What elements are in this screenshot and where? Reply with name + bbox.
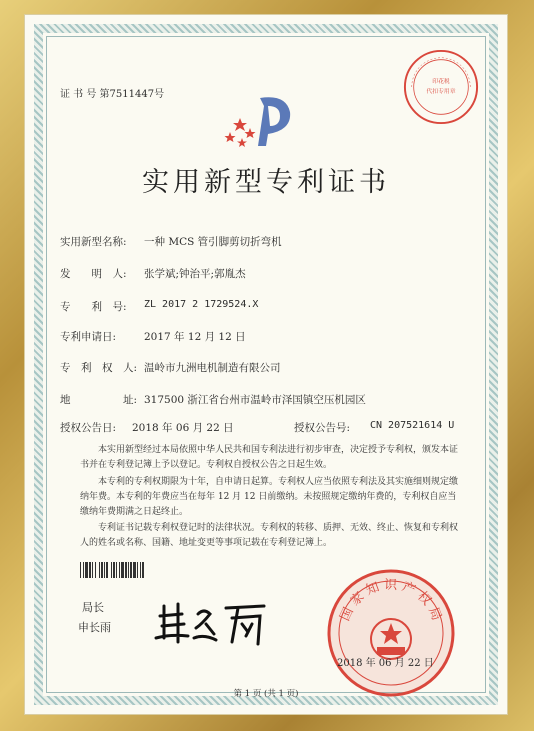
cert-number-label: 证 书 号: [60, 89, 97, 100]
field-patent-no-label: 专 利 号:: [60, 301, 127, 313]
barcode-icon: [80, 562, 228, 578]
director-title: 局长: [82, 601, 104, 614]
page-footer: 第 1 页 (共 1 页): [233, 689, 299, 699]
paragraph-legal-status: 专利证书记载专利权登记时的法律状况。专利权的转移、质押、无效、终止、恢复和专利权人的姓名或名称、国籍、地址变更等事项记载在专利登记簿上。: [80, 523, 459, 548]
grant-date-value: 2018 年 06 月 22 日: [132, 422, 234, 434]
field-address-label: 地 址:: [60, 394, 138, 406]
field-inventor-value: 张学斌;钟治平;郭胤杰: [144, 268, 246, 280]
field-apply-date-value: 2017 年 12 月 12 日: [144, 331, 246, 343]
certificate-sheet: [24, 14, 508, 715]
cert-number-value: 第7511447号: [99, 89, 165, 100]
state-ip-office-seal-icon: [325, 567, 457, 699]
patent-office-logo-icon: [220, 88, 312, 150]
field-name-value: 一种 MCS 管引脚剪切折弯机: [144, 236, 282, 248]
director-name: 申长雨: [78, 621, 111, 634]
top-right-seal-icon: [402, 48, 480, 126]
cert-number: [60, 85, 164, 100]
field-name-label: 实用新型名称:: [60, 236, 127, 248]
field-inventor-label: 发 明 人:: [60, 268, 127, 280]
paragraph-term: 本专利的专利权期限为十年，自申请日起算。专利权人应当依照专利法及其实施细则规定缴纳年费。本专利的年费应当在每年 12 月 12 日前缴纳。未按照规定缴纳年费的，专利权自应当缴纳年费期满之日起终止。: [80, 477, 459, 517]
field-apply-date-label: 专利申请日:: [60, 331, 117, 343]
grant-date-label: 授权公告日:: [60, 422, 117, 434]
field-patent-no-value: ZL 2017 2 1729524.X: [144, 299, 259, 310]
svg-text:印花税: 印花税: [432, 79, 450, 86]
handwritten-signature: [152, 594, 270, 656]
paragraph-grant: 本实用新型经过本局依照中华人民共和国专利法进行初步审查，决定授予专利权，颁发本证书并在专利登记簿上予以登记。专利权自授权公告之日起生效。: [80, 445, 459, 470]
grant-no-label: 授权公告号:: [294, 422, 351, 434]
svg-text:代扣专用章: 代扣专用章: [426, 88, 456, 95]
grant-no-value: CN 207521614 U: [370, 420, 455, 431]
svg-text:国家知识产权局: 国家知识产权局: [337, 577, 446, 627]
field-owner-label: 专 利 权 人:: [60, 362, 138, 374]
field-owner-value: 温岭市九洲电机制造有限公司: [144, 362, 281, 374]
seal-date: 2018 年 06 月 22 日: [337, 658, 434, 669]
certificate-title: 实用新型专利证书: [142, 167, 390, 198]
field-address-value: 317500 浙江省台州市温岭市泽国镇空压机园区: [144, 394, 366, 406]
